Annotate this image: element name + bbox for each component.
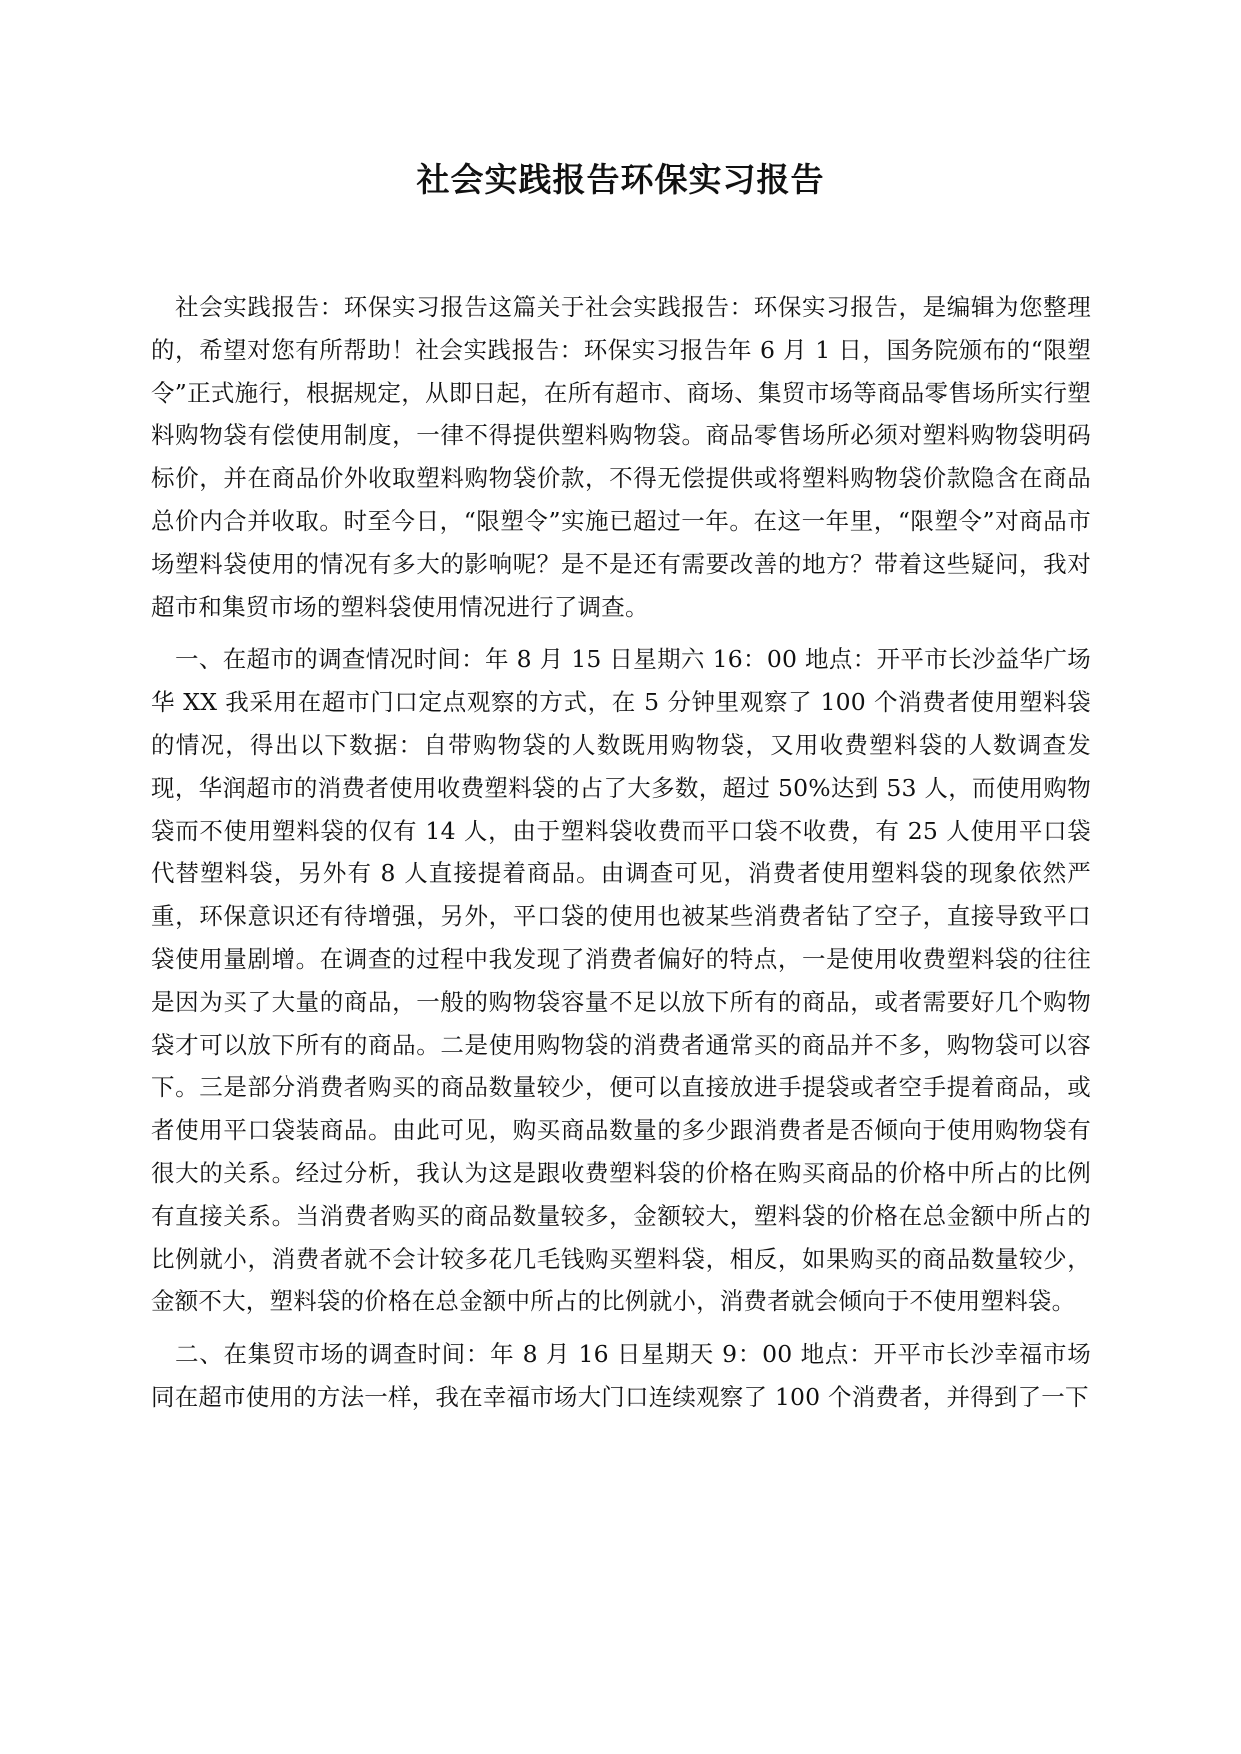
document-title: 社会实践报告环保实习报告 xyxy=(416,160,825,199)
document-body xyxy=(151,286,1091,1419)
paragraph-intro: 社会实践报告：环保实习报告这篇关于社会实践报告：环保实习报告，是编辑为您整理的，希望对您有所帮助！社会实践报告：环保实习报告年 6 月 1 日，国务院颁布的“限塑令”正式施行，根据规定，从即日起，在所有超市、商场、集贸市场等商品零售场所实行塑料购物袋有偿使用制度，一律不得提供塑料购物袋。商品零售场所必须对塑料购物袋明码标价，并在商品价外收取塑料购物袋价款，不得无偿提供或将塑料购物袋价款隐含在商品总价内合并收取。时至今日，“限塑令”实施已超过一年。在这一年里，“限塑令”对商品市场塑料袋使用的情况有多大的影响呢？是不是还有需要改善的地方？带着这些疑问，我对超市和集贸市场的塑料袋使用情况进行了调查。 xyxy=(151,293,1091,621)
paragraph-supermarket-survey: 一、在超市的调查情况时间：年 8 月 15 日星期六 16：00 地点：开平市长沙益华广场华 XX 我采用在超市门口定点观察的方式，在 5 分钟里观察了 100 个消费者使用塑料袋的情况，得出以下数据：自带购物袋的人数既用购物袋，又用收费塑料袋的人数调查发现，华润超市的消费者使用收费塑料袋的占了大多数，超过 50%达到 53 人，而使用购物袋而不使用塑料袋的仅有 14 人，由于塑料袋收费而平口袋不收费，有 25 人使用平口袋代替塑料袋，另外有 8 人直接提着商品。由调查可见，消费者使用塑料袋的现象依然严重，环保意识还有待增强，另外，平口袋的使用也被某些消费者钻了空子，直接导致平口袋使用量剧增。在调查的过程中我发现了消费者偏好的特点，一是使用收费塑料袋的往往是因为买了大量的商品，一般的购物袋容量不足以放下所有的商品，或者需要好几个购物袋才可以放下所有的商品。二是使用购物袋的消费者通常买的商品并不多，购物袋可以容下。三是部分消费者购买的商品数量较少，便可以直接放进手提袋或者空手提着商品，或者使用平口袋装商品。由此可见，购买商品数量的多少跟消费者是否倾向于使用购物袋有很大的关系。经过分析，我认为这是跟收费塑料袋的价格在购买商品的价格中所占的比例有直接关系。当消费者购买的商品数量较多，金额较大，塑料袋的价格在总金额中所占的比例就小，消费者就不会计较多花几毛钱购买塑料袋，相反，如果购买的商品数量较少，金额不大，塑料袋的价格在总金额中所占的比例就小，消费者就会倾向于不使用塑料袋。 xyxy=(151,645,1091,1316)
paragraph-market-survey: 二、在集贸市场的调查时间：年 8 月 16 日星期天 9：00 地点：开平市长沙幸福市场同在超市使用的方法一样，我在幸福市场大门口连续观察了 100 个消费者，并得到了一下 xyxy=(151,1340,1091,1411)
